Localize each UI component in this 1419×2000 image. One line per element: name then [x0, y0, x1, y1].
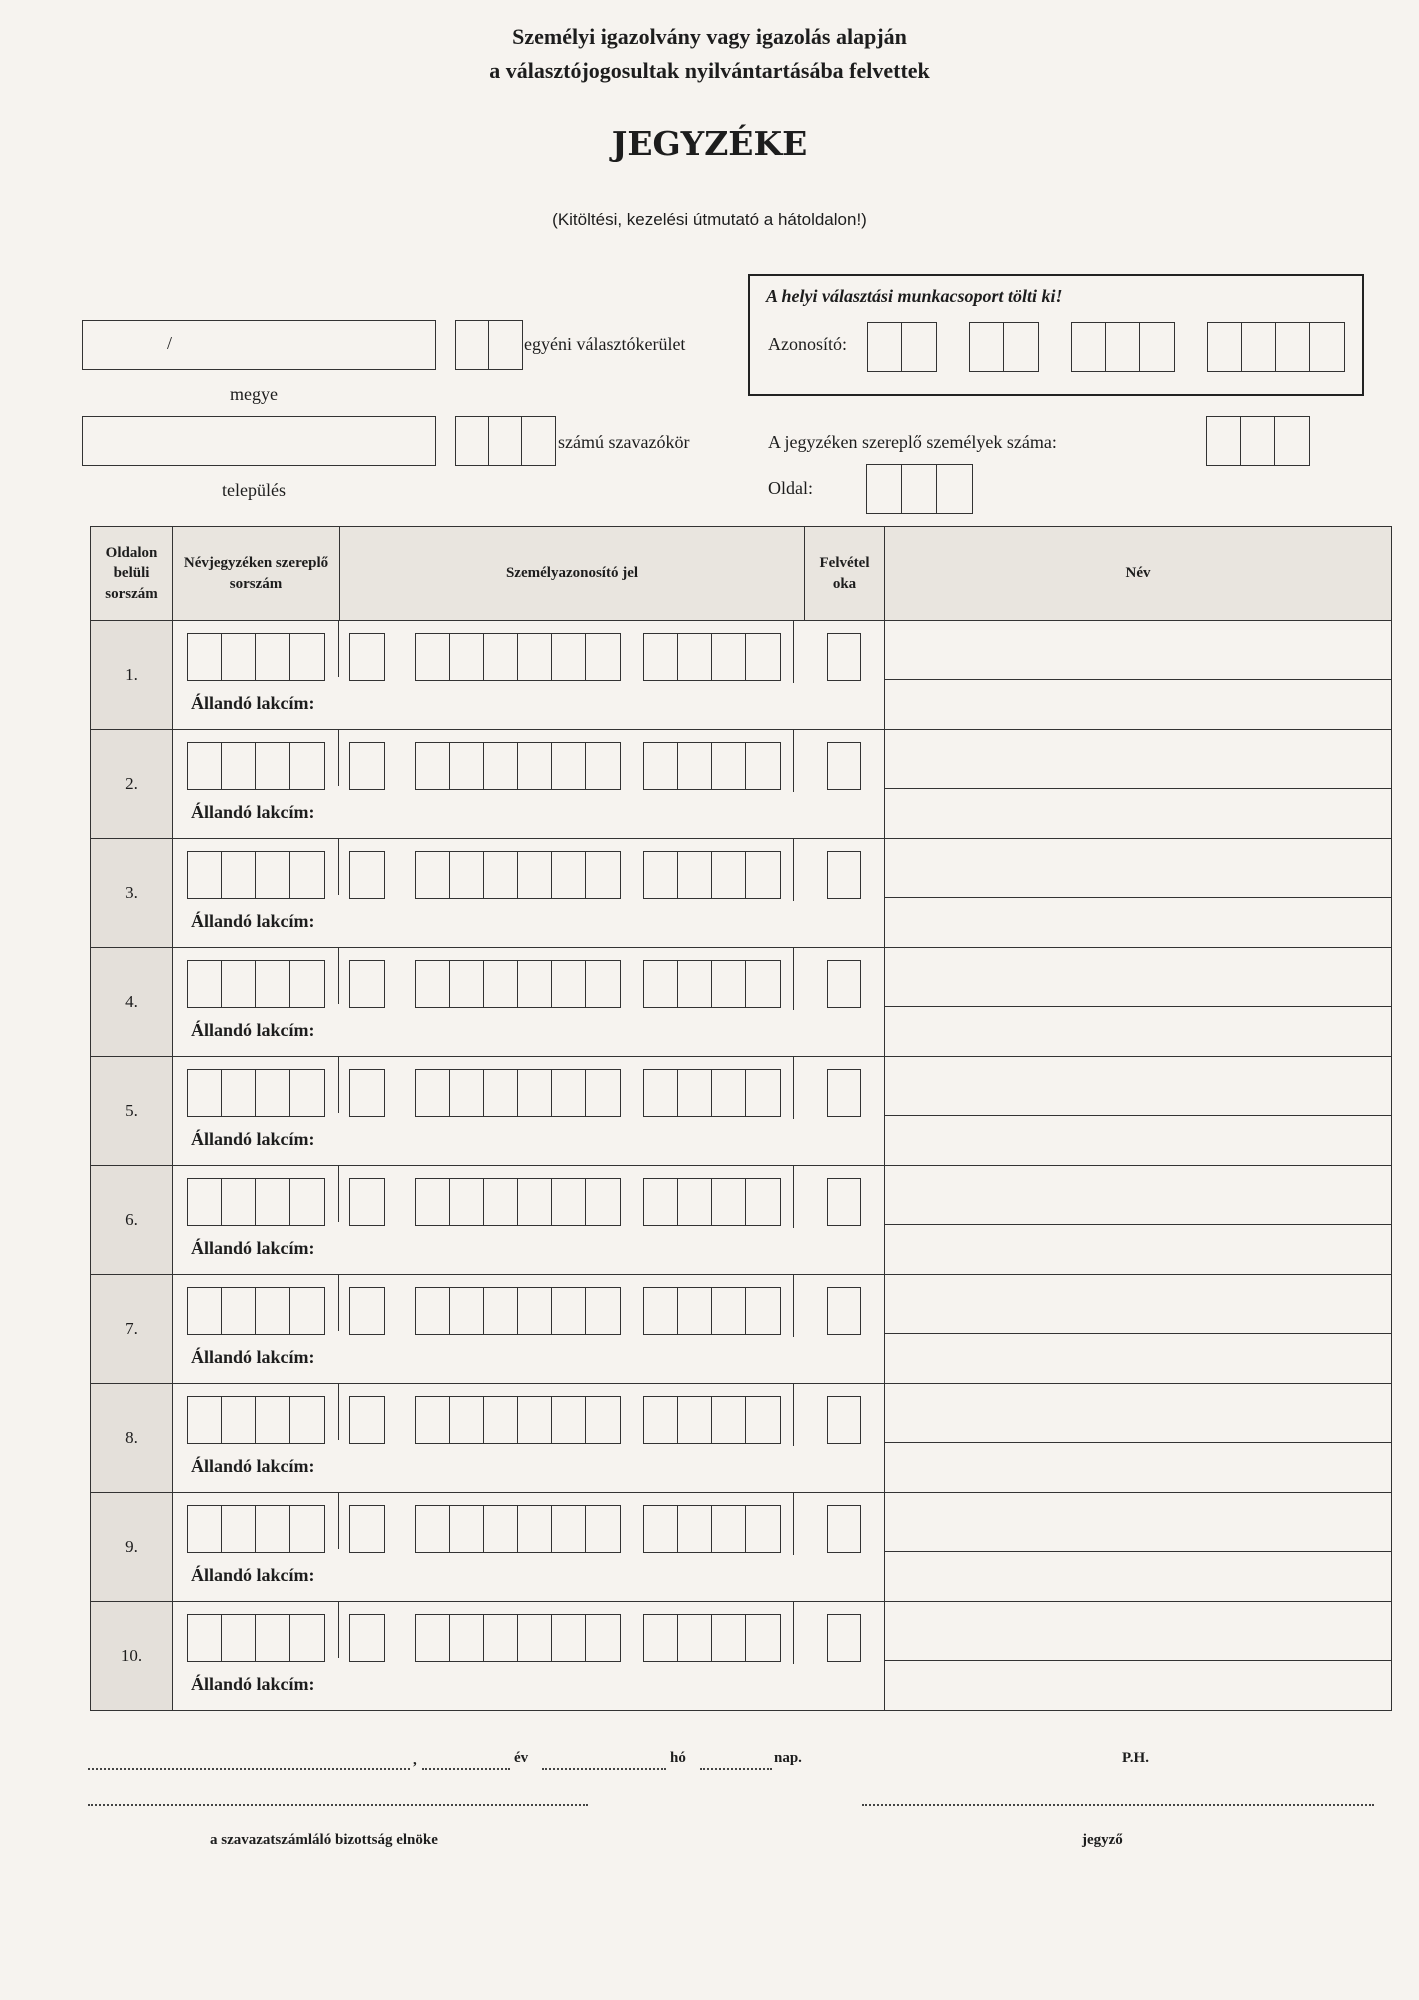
- reason-box[interactable]: [827, 1505, 861, 1553]
- name-cell[interactable]: [885, 1057, 1392, 1166]
- reason-box[interactable]: [827, 1178, 861, 1226]
- name-cell[interactable]: [885, 1602, 1392, 1711]
- reason-box[interactable]: [827, 633, 861, 681]
- id-birthdate-boxes[interactable]: [415, 1287, 621, 1335]
- header-name: Név: [885, 527, 1392, 621]
- official-use-box: [748, 274, 1364, 396]
- settlement-label: település: [222, 480, 286, 500]
- row-number: 5.: [91, 1057, 173, 1166]
- stamp-label: P.H.: [1122, 1750, 1149, 1766]
- reg-number-boxes[interactable]: [187, 1178, 325, 1226]
- reason-box[interactable]: [827, 742, 861, 790]
- name-cell[interactable]: [885, 1166, 1392, 1275]
- name-field[interactable]: [885, 1602, 1391, 1661]
- id-birthdate-boxes[interactable]: [415, 1069, 621, 1117]
- name-field[interactable]: [885, 839, 1391, 898]
- id-birthdate-boxes[interactable]: [415, 1505, 621, 1553]
- name-field[interactable]: [885, 1275, 1391, 1334]
- id-sex-box[interactable]: [349, 1069, 385, 1117]
- id-sex-box[interactable]: [349, 1287, 385, 1335]
- id-birthdate-boxes[interactable]: [415, 742, 621, 790]
- id-sex-box[interactable]: [349, 1396, 385, 1444]
- id-serial-boxes[interactable]: [643, 633, 781, 681]
- row-data-cell: [173, 1166, 885, 1275]
- id-serial-boxes[interactable]: [643, 851, 781, 899]
- register-table: [90, 526, 1392, 1711]
- page-number-boxes[interactable]: [866, 464, 973, 514]
- name-cell[interactable]: [885, 948, 1392, 1057]
- table-row: [91, 1057, 1392, 1166]
- table-row: [91, 1602, 1392, 1711]
- name-field[interactable]: [885, 621, 1391, 680]
- row-number: 2.: [91, 730, 173, 839]
- reg-number-boxes[interactable]: [187, 742, 325, 790]
- row-data-cell: [173, 948, 885, 1057]
- reason-box[interactable]: [827, 1069, 861, 1117]
- header-line-1: Személyi igazolvány vagy igazolás alapján: [512, 24, 907, 49]
- reg-number-boxes[interactable]: [187, 1505, 325, 1553]
- address-label: Állandó lakcím:: [191, 1347, 315, 1367]
- row-data-cell: [173, 839, 885, 948]
- id-birthdate-boxes[interactable]: [415, 960, 621, 1008]
- name-field[interactable]: [885, 948, 1391, 1007]
- year-dotted-line[interactable]: [422, 1768, 510, 1770]
- table-row: [91, 1384, 1392, 1493]
- id-birthdate-boxes[interactable]: [415, 1178, 621, 1226]
- district-label: egyéni választókerület: [524, 334, 686, 354]
- id-sex-box[interactable]: [349, 960, 385, 1008]
- year-label: év: [514, 1750, 529, 1766]
- name-cell[interactable]: [885, 1384, 1392, 1493]
- id-sex-box[interactable]: [349, 1614, 385, 1662]
- table-row: [91, 1493, 1392, 1602]
- table-row: [91, 948, 1392, 1057]
- instruction-note: (Kitöltési, kezelési útmutató a hátoldalon!): [552, 210, 867, 229]
- table-row: [91, 839, 1392, 948]
- district-number-boxes[interactable]: [455, 320, 523, 370]
- reason-box[interactable]: [827, 851, 861, 899]
- address-label: Állandó lakcím:: [191, 1129, 315, 1149]
- row-data-cell: [173, 621, 885, 730]
- day-label: nap.: [774, 1750, 802, 1766]
- row-number: 3.: [91, 839, 173, 948]
- row-data-cell: [173, 1384, 885, 1493]
- row-number: 6.: [91, 1166, 173, 1275]
- header-reason: Felvétel oka: [805, 527, 885, 621]
- name-cell[interactable]: [885, 621, 1392, 730]
- address-label: Állandó lakcím:: [191, 1565, 315, 1585]
- notary-label: jegyző: [1082, 1832, 1123, 1848]
- chair-signature-line[interactable]: [88, 1804, 588, 1806]
- row-data-cell: [173, 1057, 885, 1166]
- name-field[interactable]: [885, 1166, 1391, 1225]
- county-label: megye: [230, 384, 278, 404]
- reason-box[interactable]: [827, 1396, 861, 1444]
- id-sex-box[interactable]: [349, 633, 385, 681]
- table-row: [91, 621, 1392, 730]
- notary-signature-line[interactable]: [862, 1804, 1374, 1806]
- id-sex-box[interactable]: [349, 851, 385, 899]
- day-dotted-line[interactable]: [700, 1768, 772, 1770]
- name-field[interactable]: [885, 1493, 1391, 1552]
- county-input-box[interactable]: [82, 320, 436, 370]
- table-row: [91, 730, 1392, 839]
- row-number: 9.: [91, 1493, 173, 1602]
- id-birthdate-boxes[interactable]: [415, 851, 621, 899]
- id-birthdate-boxes[interactable]: [415, 633, 621, 681]
- settlement-input-box[interactable]: [82, 416, 436, 466]
- name-field[interactable]: [885, 1057, 1391, 1116]
- id-label: Azonosító:: [768, 334, 847, 354]
- row-number: 4.: [91, 948, 173, 1057]
- header-reg-no: Névjegyzéken szereplő sorszám: [173, 527, 340, 621]
- month-label: hó: [670, 1750, 686, 1766]
- reg-number-boxes[interactable]: [187, 633, 325, 681]
- row-data-cell: [173, 1602, 885, 1711]
- name-field[interactable]: [885, 730, 1391, 789]
- month-dotted-line[interactable]: [542, 1768, 666, 1770]
- id-serial-boxes[interactable]: [643, 960, 781, 1008]
- place-dotted-line[interactable]: [88, 1768, 410, 1770]
- reg-number-boxes[interactable]: [187, 1396, 325, 1444]
- row-number: 7.: [91, 1275, 173, 1384]
- chair-label: a szavazatszámláló bizottság elnöke: [210, 1832, 438, 1848]
- address-label: Állandó lakcím:: [191, 1020, 315, 1040]
- reg-number-boxes[interactable]: [187, 960, 325, 1008]
- row-number: 1.: [91, 621, 173, 730]
- id-sex-box[interactable]: [349, 742, 385, 790]
- county-value: /: [167, 333, 173, 353]
- id-serial-boxes[interactable]: [643, 1178, 781, 1226]
- id-boxes-group-4[interactable]: [1207, 322, 1345, 372]
- row-number: 8.: [91, 1384, 173, 1493]
- person-count-boxes[interactable]: [1206, 416, 1310, 466]
- row-data-cell: [173, 1275, 885, 1384]
- reg-number-boxes[interactable]: [187, 1069, 325, 1117]
- id-boxes-group-3[interactable]: [1071, 322, 1175, 372]
- row-data-cell: [173, 1493, 885, 1602]
- id-birthdate-boxes[interactable]: [415, 1396, 621, 1444]
- address-label: Állandó lakcím:: [191, 1456, 315, 1476]
- id-boxes-group-1[interactable]: [867, 322, 937, 372]
- id-sex-box[interactable]: [349, 1178, 385, 1226]
- precinct-label: számú szavazókör: [558, 432, 690, 452]
- id-serial-boxes[interactable]: [643, 1396, 781, 1444]
- official-box-title: A helyi választási munkacsoport tölti ki!: [766, 286, 1063, 306]
- address-label: Állandó lakcím:: [191, 911, 315, 931]
- row-number: 10.: [91, 1602, 173, 1711]
- address-label: Állandó lakcím:: [191, 693, 315, 713]
- id-serial-boxes[interactable]: [643, 1505, 781, 1553]
- name-cell[interactable]: [885, 839, 1392, 948]
- header-row-no: Oldalon belüli sorszám: [91, 527, 173, 621]
- address-label: Állandó lakcím:: [191, 1238, 315, 1258]
- reason-box[interactable]: [827, 960, 861, 1008]
- address-label: Állandó lakcím:: [191, 1674, 315, 1694]
- reason-box[interactable]: [827, 1614, 861, 1662]
- reg-number-boxes[interactable]: [187, 1614, 325, 1662]
- reg-number-boxes[interactable]: [187, 1287, 325, 1335]
- id-serial-boxes[interactable]: [643, 1287, 781, 1335]
- name-cell[interactable]: [885, 1493, 1392, 1602]
- row-data-cell: [173, 730, 885, 839]
- header-line-2: a választójogosultak nyilvántartásába felvettek: [489, 58, 930, 83]
- name-field[interactable]: [885, 1384, 1391, 1443]
- page-label: Oldal:: [768, 478, 813, 498]
- id-serial-boxes[interactable]: [643, 742, 781, 790]
- reg-number-boxes[interactable]: [187, 851, 325, 899]
- id-serial-boxes[interactable]: [643, 1614, 781, 1662]
- id-birthdate-boxes[interactable]: [415, 1614, 621, 1662]
- document-title: JEGYZÉKE: [611, 124, 808, 163]
- name-cell[interactable]: [885, 1275, 1392, 1384]
- reason-box[interactable]: [827, 1287, 861, 1335]
- address-label: Állandó lakcím:: [191, 802, 315, 822]
- id-sex-box[interactable]: [349, 1505, 385, 1553]
- table-row: [91, 1166, 1392, 1275]
- person-count-label: A jegyzéken szereplő személyek száma:: [768, 432, 1057, 452]
- precinct-number-boxes[interactable]: [455, 416, 556, 466]
- table-row: [91, 1275, 1392, 1384]
- id-boxes-group-2[interactable]: [969, 322, 1039, 372]
- id-serial-boxes[interactable]: [643, 1069, 781, 1117]
- name-cell[interactable]: [885, 730, 1392, 839]
- header-personal-id: Személyazonosító jel: [340, 527, 805, 621]
